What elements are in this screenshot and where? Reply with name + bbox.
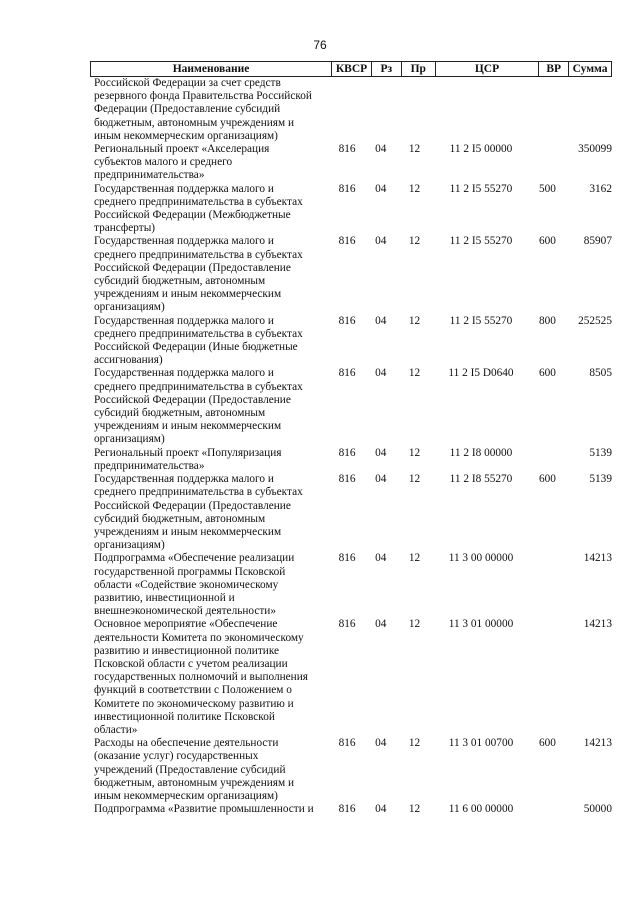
header-name: Наименование	[91, 62, 332, 76]
table-row	[90, 447, 612, 473]
row-csr: 11 2 I5 55270	[449, 182, 513, 195]
row-rz: 04	[375, 552, 387, 565]
row-vr: 500	[539, 182, 556, 195]
header-vr: ВР	[539, 62, 569, 76]
row-sum: 5139	[589, 473, 612, 486]
table-row	[90, 77, 612, 143]
table-row	[90, 552, 612, 618]
table-row	[90, 183, 612, 236]
table-row	[90, 315, 612, 368]
table-row	[90, 235, 612, 314]
table-row	[90, 803, 612, 816]
row-rz: 04	[375, 446, 387, 459]
row-rz: 04	[375, 473, 387, 486]
row-sum: 85907	[583, 235, 612, 248]
table-row	[90, 618, 612, 737]
row-kvsr: 816	[338, 314, 356, 327]
row-pr: 12	[408, 618, 421, 631]
row-kvsr: 816	[338, 182, 356, 195]
row-pr: 12	[408, 737, 421, 750]
row-csr: 11 3 01 00000	[448, 618, 514, 631]
row-name: Региональный проект «Популяризация предпринимательства»	[94, 446, 282, 472]
row-vr: 600	[539, 367, 556, 380]
page-number: 76	[313, 38, 327, 52]
row-name: Государственная поддержка малого и среднего предпринимательства в субъектах Российской Федерации (Предоставление субсидий бюджетным, автономным учреждениям и иным некоммерческим организациям)	[94, 473, 303, 552]
row-csr: 11 2 I5 55270	[449, 314, 513, 327]
header-sum: Сумма	[572, 63, 608, 75]
row-csr: 11 2 I8 00000	[449, 446, 513, 459]
row-sum: 5139	[589, 446, 612, 459]
row-name: Государственная поддержка малого и среднего предпринимательства в субъектах Российской Федерации (Иные бюджетные ассигнования)	[94, 314, 303, 367]
row-pr: 12	[408, 314, 421, 327]
row-sum: 252525	[578, 314, 612, 327]
row-rz: 04	[375, 803, 387, 816]
row-name: Российской Федерации за счет средств резервного фонда Правительства Российской Федерации (Предоставление субсидий бюджетным, автономным учреждениям и иным некоммерческим организациям)	[94, 77, 312, 142]
row-rz: 04	[375, 143, 387, 156]
row-kvsr: 816	[338, 235, 356, 248]
row-sum: 350099	[578, 143, 612, 156]
header-rz: Рз	[372, 62, 402, 76]
budget-table	[90, 77, 612, 816]
row-kvsr: 816	[338, 473, 356, 486]
row-pr: 12	[408, 367, 421, 380]
table-header	[90, 61, 612, 77]
row-pr: 12	[408, 803, 421, 816]
row-name: Региональный проект «Акселерация субъектов малого и среднего предпринимательства»	[94, 143, 270, 182]
row-kvsr: 816	[338, 803, 356, 816]
row-kvsr: 816	[338, 143, 356, 156]
row-rz: 04	[375, 314, 387, 327]
row-kvsr: 816	[338, 552, 356, 565]
row-csr: 11 2 I5 D0640	[448, 367, 514, 380]
row-name: Государственная поддержка малого и среднего предпринимательства в субъектах Российской Федерации (Предоставление субсидий бюджетным, автономным учреждениям и иным некоммерческим организациям)	[94, 367, 303, 446]
row-csr: 11 6 00 00000	[448, 803, 514, 816]
row-sum: 14213	[583, 737, 612, 750]
table-row	[90, 737, 612, 803]
row-pr: 12	[408, 182, 421, 195]
row-sum: 14213	[583, 618, 612, 631]
row-vr: 600	[539, 737, 556, 750]
table-row	[90, 143, 612, 183]
table-row	[90, 367, 612, 446]
row-sum: 3162	[589, 182, 612, 195]
row-sum: 8505	[589, 367, 612, 380]
row-pr: 12	[408, 552, 421, 565]
row-pr: 12	[408, 473, 421, 486]
row-rz: 04	[375, 182, 387, 195]
row-rz: 04	[375, 618, 387, 631]
row-vr: 600	[539, 473, 556, 486]
row-sum: 14213	[583, 552, 612, 565]
row-name: Подпрограмма «Развитие промышленности и	[94, 803, 314, 816]
header-kvsr: КВСР	[332, 62, 372, 76]
row-csr: 11 2 I5 00000	[449, 143, 513, 156]
row-kvsr: 816	[338, 737, 356, 750]
table-row	[90, 473, 612, 552]
row-name: Подпрограмма «Обеспечение реализации государственной программы Псковской области «Содействие экономическому развитию, инвестиционной и внешнеэкономической деятельности»	[94, 552, 295, 618]
row-csr: 11 2 I8 55270	[449, 473, 513, 486]
row-vr: 600	[539, 235, 556, 248]
row-name: Расходы на обеспечение деятельности (оказание услуг) государственных учреждений (Предоставление субсидий бюджетным, автономным учреждениям и иным некоммерческим организациям)	[94, 737, 295, 802]
row-rz: 04	[375, 737, 387, 750]
row-pr: 12	[408, 235, 421, 248]
row-kvsr: 816	[338, 618, 356, 631]
row-kvsr: 816	[338, 367, 356, 380]
row-name: Государственная поддержка малого и среднего предпринимательства в субъектах Российской Федерации (Предоставление субсидий бюджетным, автономным учреждениям и иным некоммерческим организациям)	[94, 235, 303, 314]
row-pr: 12	[408, 446, 421, 459]
row-sum: 50000	[583, 803, 612, 816]
row-kvsr: 816	[338, 446, 356, 459]
row-rz: 04	[375, 367, 387, 380]
row-rz: 04	[375, 235, 387, 248]
header-csr: ЦСР	[436, 62, 540, 76]
row-csr: 11 2 I5 55270	[449, 235, 513, 248]
header-pr: Пр	[402, 62, 436, 76]
row-pr: 12	[408, 143, 421, 156]
row-name: Государственная поддержка малого и среднего предпринимательства в субъектах Российской Федерации (Межбюджетные трансферты)	[94, 182, 303, 235]
row-vr: 800	[539, 314, 556, 327]
row-name: Основное мероприятие «Обеспечение деятельности Комитета по экономическому развитию и инвестиционной политике Псковской области с учетом реализации государственных полномочий и выполнения функций в соответствии с Положением о Комитете по экономическому развитию и инвестиционной политике Псковской области»	[94, 618, 308, 736]
row-csr: 11 3 01 00700	[448, 737, 514, 750]
row-csr: 11 3 00 00000	[448, 552, 514, 565]
